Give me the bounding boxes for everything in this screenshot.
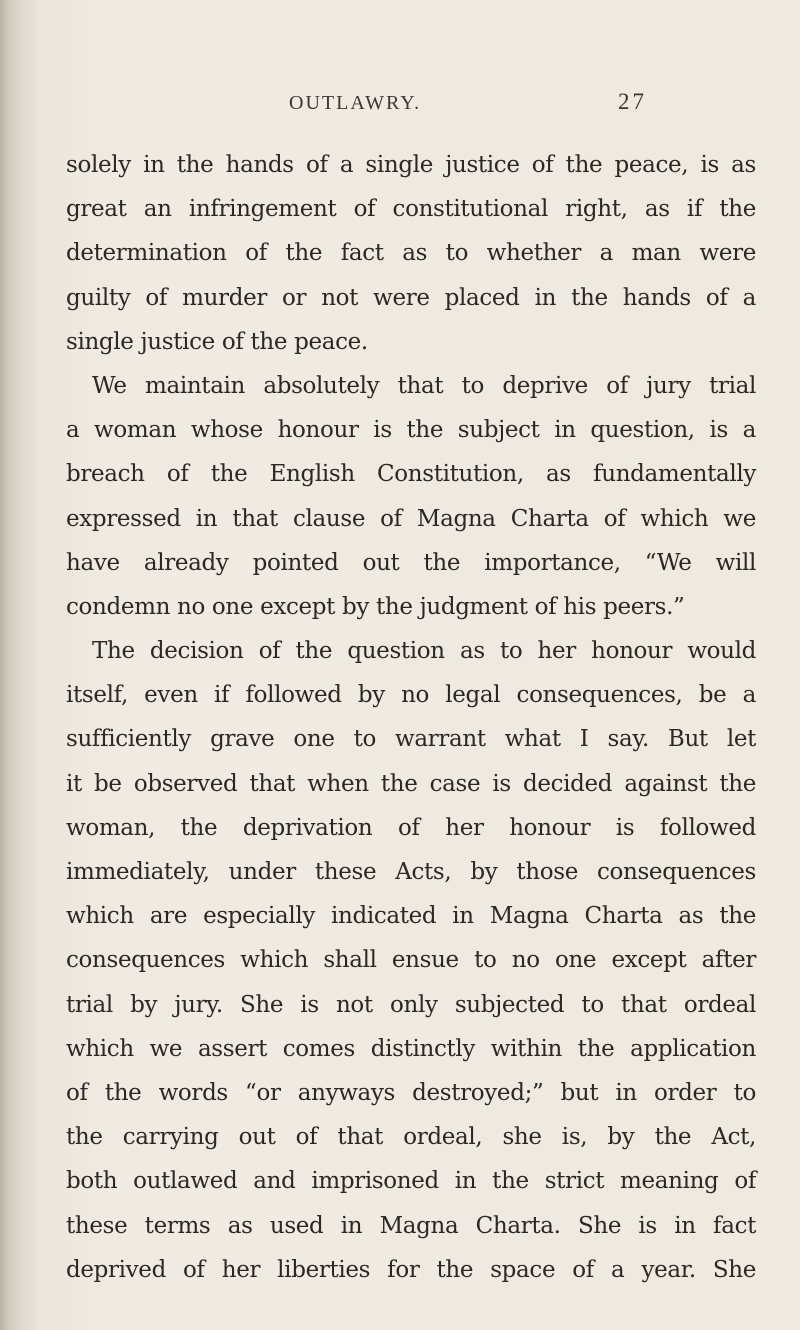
page-number: 27 bbox=[618, 89, 647, 114]
text-line: these terms as used in Magna Charta. She is in fact bbox=[66, 1212, 756, 1239]
text-line: consequences which shall ensue to no one except after bbox=[66, 947, 756, 974]
text-line: condemn no one except by the judgment of his peers.” bbox=[66, 593, 685, 620]
text-line: determination of the fact as to whether a man were bbox=[66, 240, 756, 267]
text-line: The decision of the question as to her honour would bbox=[92, 638, 756, 665]
text-line: immediately, under these Acts, by those consequences bbox=[66, 859, 756, 885]
running-head bbox=[0, 84, 800, 124]
text-line: which we assert comes distinctly within the application bbox=[66, 1035, 756, 1062]
text-line: expressed in that clause of Magna Charta of which we bbox=[66, 505, 756, 532]
text-line: trial by jury. She is not only subjected to that ordeal bbox=[66, 991, 756, 1018]
text-line: it be observed that when the case is decided against the bbox=[66, 770, 756, 797]
text-line: itself, even if followed by no legal consequences, be a bbox=[66, 682, 756, 709]
text-line: which are especially indicated in Magna Charta as the bbox=[66, 903, 756, 930]
text-line: great an infringement of constitutional right, as if the bbox=[66, 196, 756, 223]
text-line: have already pointed out the importance, “We will bbox=[66, 549, 756, 576]
text-line: of the words “or anyways destroyed;” but in order to bbox=[66, 1079, 756, 1106]
text-line: single justice of the peace. bbox=[66, 328, 368, 355]
text-line: breach of the English Constitution, as fundamentally bbox=[66, 461, 756, 488]
text-line: deprived of her liberties for the space of a year. She bbox=[66, 1256, 756, 1283]
text-line: We maintain absolutely that to deprive of jury trial bbox=[92, 372, 756, 399]
text-line: solely in the hands of a single justice of the peace, is as bbox=[66, 152, 756, 178]
text-line: the carrying out of that ordeal, she is, by the Act, bbox=[66, 1124, 756, 1151]
text-line: both outlawed and imprisoned in the strict meaning of bbox=[66, 1168, 756, 1195]
binding-edge bbox=[0, 0, 40, 1330]
body-text bbox=[66, 143, 756, 1292]
running-head-title: OUTLAWRY. bbox=[289, 92, 422, 114]
text-line: guilty of murder or not were placed in the hands of a bbox=[66, 284, 756, 311]
text-line: sufficiently grave one to warrant what I say. But let bbox=[66, 726, 756, 753]
text-line: a woman whose honour is the subject in question, is a bbox=[66, 417, 756, 444]
text-line: woman, the deprivation of her honour is followed bbox=[66, 814, 756, 841]
